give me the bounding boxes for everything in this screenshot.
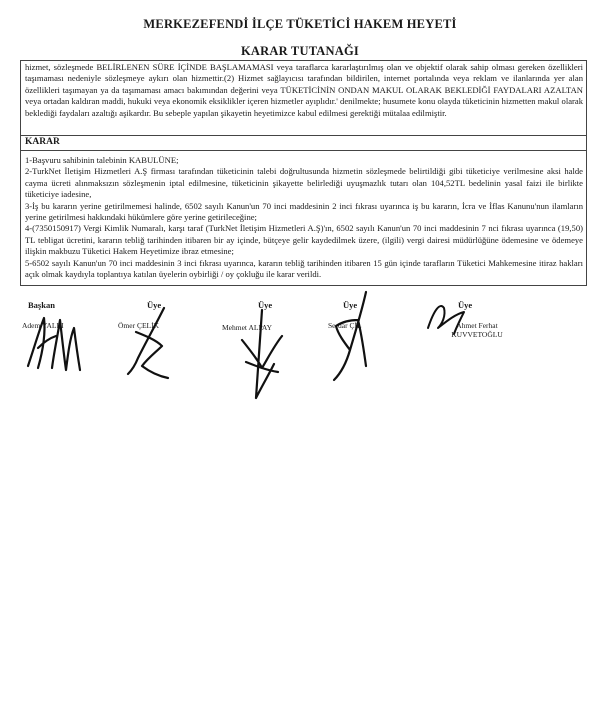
signatory-name: Mehmet ALPAY: [222, 323, 273, 332]
signatory-name: Serdar ÇİL: [328, 321, 362, 330]
decision-item: 5-6502 sayılı Kanun'un 70 inci maddesinin 3 inci fıkrası uyarınca, kararın tebliğ tarihinden itibaren 15 gün içinde tarafların Tüketici Mahkemesine itiraz hakları açık olmak kaydıyla toplantıya katılan üyelerin oybirliği / oy çokluğu ile karar verildi.: [25, 257, 583, 280]
handwritten-signature: [116, 302, 186, 382]
signatory-role: Üye: [343, 300, 358, 310]
top-page-fragment: [288, 0, 312, 5]
signatory-name: Adem YALLI: [22, 321, 64, 330]
decision-table: [20, 60, 587, 286]
decision-list: [21, 151, 586, 285]
reasoning-text: hizmet, sözleşmede BELİRLENEN SÜRE İÇİNDE BAŞLAMAMASI veya taraflarca kararlaştırılmış olan ve objektif olarak sahip olması gereken özellikleri taşımaması nedeniyle sözleşmeye aykırı olan hizmettir.(2) Hizmet sağlayıcısı tarafından bildirilen, internet portalında veya reklam ve ilanlarında yer alan özellikleri taşımayan ya da taşımaması amacı bakımından değerini veya TÜKETİCİNİN ONDAN MAKUL OLARAK BEKLEDİĞİ FAYDALARI AZALTAN veya ortadan kaldıran maddi, hukuki veya ekonomik eksiklikler içeren hizmetler ayıplıdır.' denilmekte; husumete konu olayda tüketicinin hizmetten makul olarak beklediği faydaları azaltığı aşikardır. Bu sebeple yapılan şikayetin heyetimizce kabul edilmesi gerektiği mütalaa edilmiştir.: [21, 61, 586, 136]
signatory-name: Ahmet Ferhat KUVVETOĞLU: [451, 321, 503, 339]
signatory-role: Başkan: [28, 300, 55, 310]
committee-title: MERKEZEFENDİ İLÇE TÜKETİCİ HAKEM HEYETİ: [143, 17, 457, 31]
signatory-role: Üye: [147, 300, 162, 310]
decision-item: 1-Başvuru sahibinin talebinin KABULÜNE;: [25, 155, 179, 165]
signature-block: [0, 300, 600, 420]
signatory-role: Üye: [458, 300, 473, 310]
decision-item: 4-(7350150917) Vergi Kimlik Numaralı, karşı taraf (TurkNet İletişim Hizmetleri A.Ş)'ın, 6502 sayılı Kanun'un 70 inci maddesinin 7 nci fıkrası uyarınca (19,50) TL tebligat ücretini, kararın tebliğ tarihinden itibaren bir ay içinde, bütçeye gelir kaydedilmek üzere, (ilgili) vergi dairesi müdürlüğüne ödemesine ve ödemeye ilişkin makbuzu Tüketici Hakem Heyetimize ibraz etmesine;: [25, 223, 583, 257]
handwritten-signature: [232, 306, 292, 402]
decision-heading: KARAR: [21, 136, 586, 151]
signatory-role: Üye: [258, 300, 273, 310]
handwritten-signature: [22, 308, 92, 378]
decision-item: 2-TurkNet İletişim Hizmetleri A.Ş firması tarafından tüketicinin talebi doğrultusunda hizmetin sözleşmede belirtildiği gibi tüketiciye verilmesine aksi halde cayma ücreti alınmaksızın sözleşmenin iptal edilmesine, tüketicinin şikayette belirlediği uyuşmazlık tutarı olan 104,52TL bedelinin yasal faizi ile birlikte tüketiciye iadesine,: [25, 166, 583, 200]
decision-item: 3-İş bu kararın yerine getirilmemesi halinde, 6502 sayılı Kanun'un 70 inci maddesinin 2 inci fıkrası uyarınca iş bu kararın, İcra ve İflas Kanunu'nun ilamların yerine getirilmesi hakkındaki hükümlere göre yerine getirileceğine;: [25, 200, 583, 223]
handwritten-signature: [420, 298, 480, 338]
handwritten-signature: [316, 286, 386, 386]
signatory-name: Ömer ÇELİK: [118, 321, 160, 330]
document-subtitle: KARAR TUTANAĞI: [241, 44, 359, 58]
